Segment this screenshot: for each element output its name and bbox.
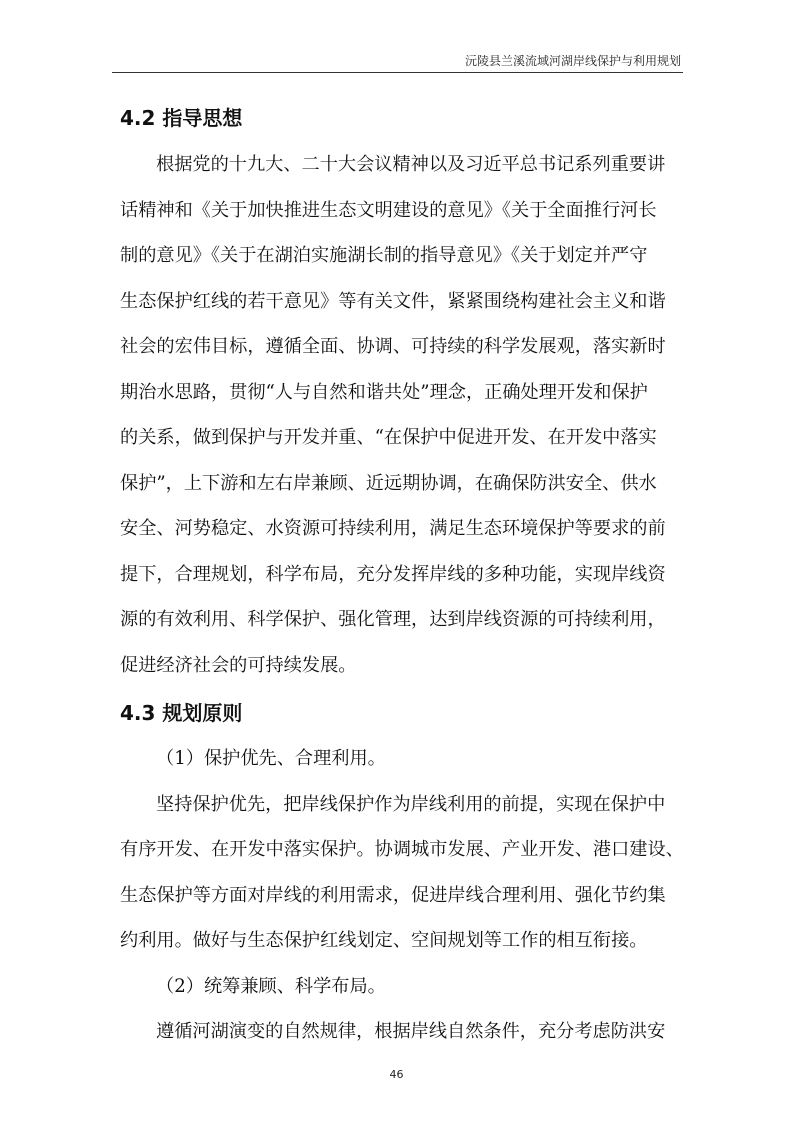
paragraph-line: 安全、河势稳定、水资源可持续利用，满足生态环境保护等要求的前 [120,518,666,539]
principle-1-title: （1）保护优先、合理利用。 [156,748,386,769]
paragraph-line: 生态保护红线的若干意见》等有关文件，紧紧围绕构建社会主义和谐 [120,291,666,312]
paragraph-line: 社会的宏伟目标，遵循全面、协调、可持续的科学发展观，落实新时 [120,336,666,357]
paragraph-line: 期治水思路，贯彻“人与自然和谐共处”理念，正确处理开发和保护 [120,382,648,403]
paragraph-line: 约利用。做好与生态保护红线划定、空间规划等工作的相互衔接。 [120,930,648,951]
principle-2-title: （2）统筹兼顾、科学布局。 [156,976,386,997]
paragraph-line: 有序开发、在开发中落实保护。协调城市发展、产业开发、港口建设、 [120,839,684,860]
page-number: 46 [389,1068,404,1081]
paragraph-line: 制的意见》《关于在湖泊实施湖长制的指导意见》《关于划定并严守 [120,245,648,266]
paragraph-line: 源的有效利用、科学保护、强化管理，达到岸线资源的可持续利用， [120,609,666,630]
paragraph-line: 促进经济社会的可持续发展。 [120,655,357,676]
paragraph-line: 提下，合理规划，科学布局，充分发挥岸线的多种功能，实现岸线资 [120,564,666,585]
paragraph-line: 保护”，上下游和左右岸兼顾、近远期协调，在确保防洪安全、供水 [120,473,657,494]
header-rule [112,72,683,73]
paragraph-line: 遵循河湖演变的自然规律，根据岸线自然条件，充分考虑防洪安 [156,1021,666,1042]
section-heading-4-2: 4.2 指导思想 [120,106,243,130]
paragraph-line: 的关系，做到保护与开发并重、“在保护中促进开发、在开发中落实 [120,427,657,448]
paragraph-line: 坚持保护优先，把岸线保护作为岸线利用的前提，实现在保护中 [156,794,666,815]
paragraph-line: 话精神和《关于加快推进生态文明建设的意见》《关于全面推行河长 [120,200,657,221]
paragraph-line: 生态保护等方面对岸线的利用需求，促进岸线合理利用、强化节约集 [120,885,666,906]
running-header: 沅陵县兰溪流域河湖岸线保护与利用规划 [464,54,681,68]
section-heading-4-3: 4.3 规划原则 [120,701,243,725]
paragraph-line: 根据党的十九大、二十大会议精神以及习近平总书记系列重要讲 [156,154,666,175]
